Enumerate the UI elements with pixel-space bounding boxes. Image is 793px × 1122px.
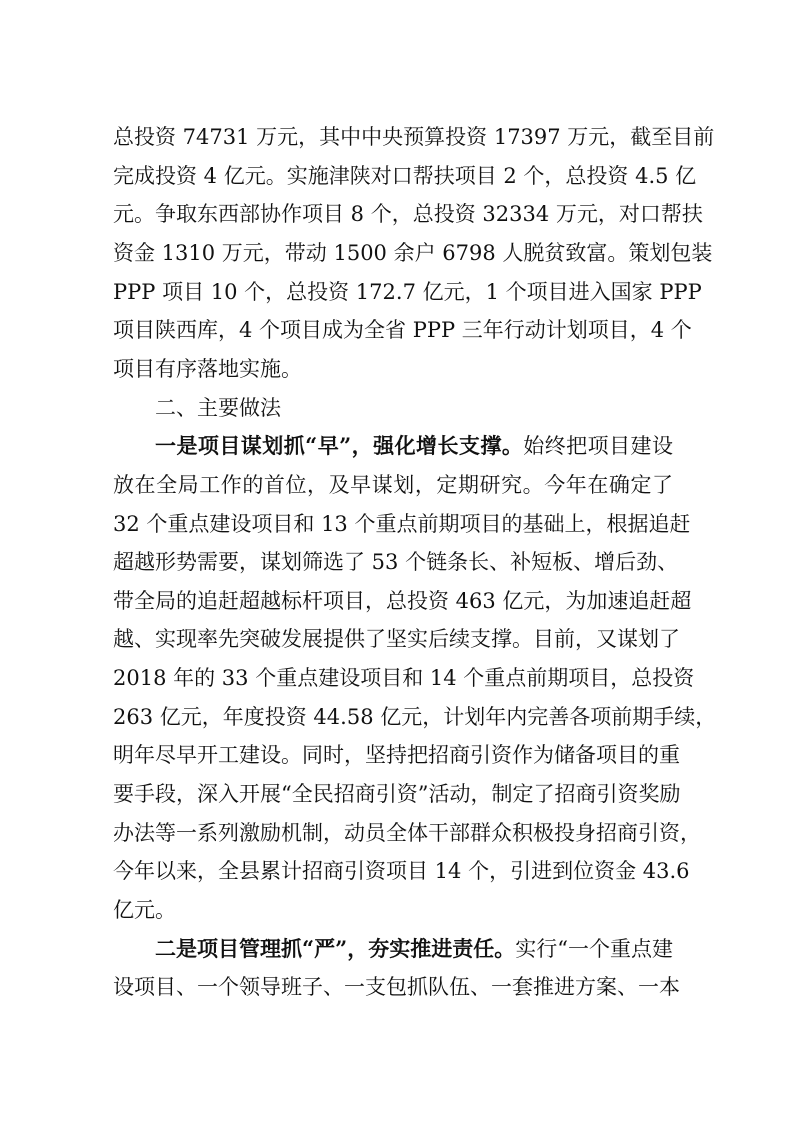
text-line xyxy=(113,470,673,500)
line-text: 设项目、一个领导班子、一支包抓队伍、一套推进方案、一本 xyxy=(113,975,680,1000)
text-line xyxy=(155,431,673,461)
line-text: 明年尽早开工建设。同时，坚持把招商引资作为储备项目的重 xyxy=(113,743,680,768)
text-line xyxy=(113,740,680,770)
line-text: 项目有序落地实施。 xyxy=(113,356,302,381)
line-text: 放在全局工作的首位，及早谋划，定期研究。今年在确定了 xyxy=(113,472,673,497)
line-text: 始终把项目建设 xyxy=(523,434,673,459)
text-line xyxy=(113,702,717,732)
line-text: 亿元。 xyxy=(113,898,176,922)
text-line xyxy=(113,818,701,848)
line-text: 办法等一系列激励机制，动员全体干部群众积极投身招商引资， xyxy=(113,820,701,845)
line-text: 二、主要做法 xyxy=(155,395,281,420)
text-line xyxy=(155,934,673,964)
text-line xyxy=(113,161,697,191)
line-text: 超越形势需要，谋划筛选了 53 个链条长、补短板、增后劲、 xyxy=(113,550,679,575)
line-text: 越、实现率先突破发展提供了坚实后续支撑。目前，又谋划了 xyxy=(113,627,680,652)
text-line xyxy=(113,122,715,152)
text-line xyxy=(113,238,713,268)
text-line xyxy=(113,277,702,307)
line-text: 带全局的追赶超越标杆项目，总投资 463 亿元，为加速追赶超 xyxy=(113,588,692,613)
text-line xyxy=(113,315,692,345)
line-text: 2018 年的 33 个重点建设项目和 14 个重点前期项目，总投资 xyxy=(113,666,695,691)
line-text: 实行“一个重点建 xyxy=(515,936,673,961)
text-line xyxy=(113,354,673,384)
section-heading xyxy=(155,393,673,423)
line-text: 项目陕西库，4 个项目成为全省 PPP 三年行动计划项目，4 个 xyxy=(113,318,692,343)
text-line xyxy=(113,856,690,886)
line-text: PPP 项目 10 个，总投资 172.7 亿元，1 个项目进入国家 PPP xyxy=(113,279,702,304)
bold-lead-sentence: 二是项目管理抓“严”，夯实推进责任。 xyxy=(155,935,516,961)
line-text: 资金 1310 万元，带动 1500 余户 6798 人脱贫致富。策划包装 xyxy=(113,240,713,265)
text-line xyxy=(113,972,680,1002)
line-text: 要手段，深入开展“全民招商引资”活动，制定了招商引资奖励 xyxy=(113,782,681,807)
text-line xyxy=(113,624,680,654)
line-text: 263 亿元，年度投资 44.58 亿元，计划年内完善各项前期手续， xyxy=(113,704,717,729)
text-line xyxy=(113,586,692,616)
bold-lead-sentence: 一是项目谋划抓“早”，强化增长支撑。 xyxy=(155,433,524,459)
text-line xyxy=(113,779,681,809)
text-line xyxy=(113,509,691,539)
line-text: 总投资 74731 万元，其中中央预算投资 17397 万元，截至目前 xyxy=(113,125,715,149)
line-text: 32 个重点建设项目和 13 个重点前期项目的基础上，根据追赶 xyxy=(113,511,691,536)
text-line xyxy=(113,895,673,925)
line-text: 元。争取东西部协作项目 8 个，总投资 32334 万元，对口帮扶 xyxy=(113,202,703,227)
text-line xyxy=(113,663,695,693)
line-text: 今年以来，全县累计招商引资项目 14 个，引进到位资金 43.6 xyxy=(113,859,690,884)
text-line xyxy=(113,547,679,577)
text-line xyxy=(113,199,703,229)
line-text: 完成投资 4 亿元。实施津陕对口帮扶项目 2 个，总投资 4.5 亿 xyxy=(113,163,697,188)
